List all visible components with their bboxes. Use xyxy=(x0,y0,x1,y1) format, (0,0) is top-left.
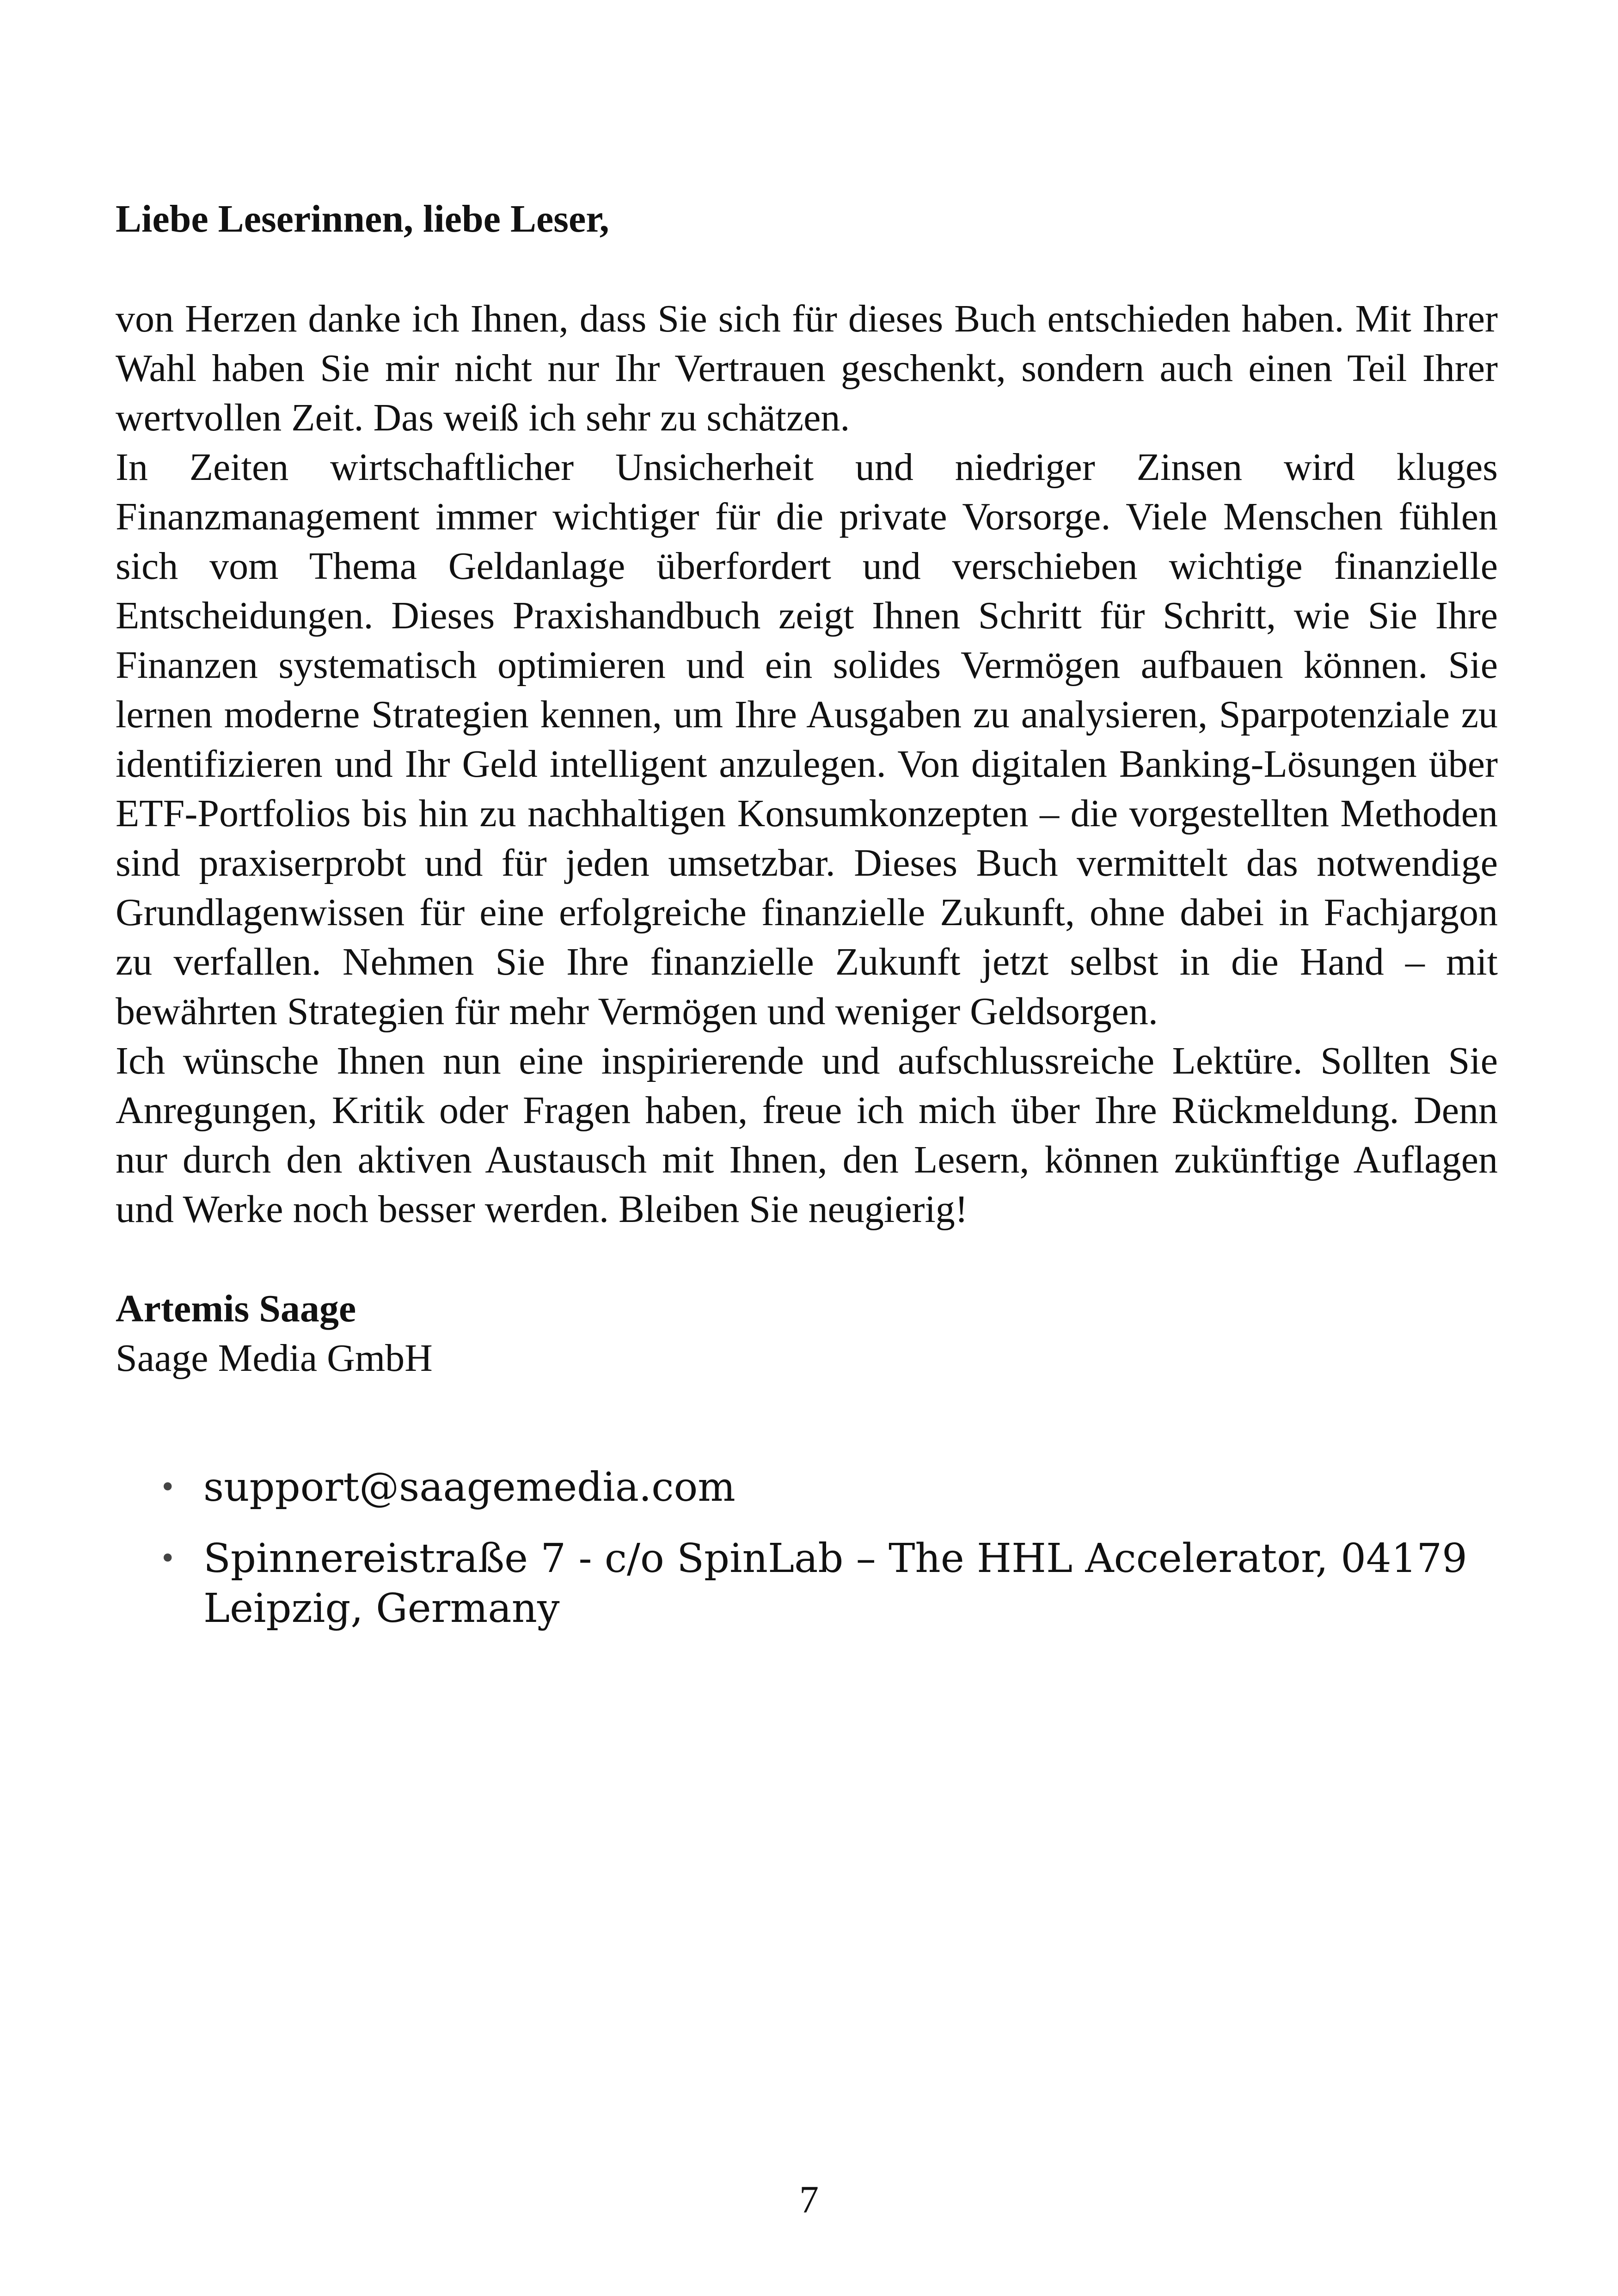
page-number: 7 xyxy=(799,2178,819,2221)
contact-email-item xyxy=(116,1462,1498,1512)
bullet-icon: • xyxy=(159,1542,176,1575)
paragraph-book-intro: In Zeiten wirtschaftlicher Unsicherheit und niedriger Zinsen wird kluges Finanzmanagement immer wichtiger für die private Vorsorge. Viele Menschen fühlen sich vom Thema Geldanlage überfordert und verschieben wichtige finanzielle Entscheidungen. Dieses Praxishandbuch zeigt Ihnen Schritt für Schritt, wie Sie Ihre Finanzen systematisch optimieren und ein solides Vermögen aufbauen können. Sie lernen moderne Strategien kennen, um Ihre Ausgaben zu analysieren, Sparpotenziale zu identifizieren und Ihr Geld intelligent anzulegen. Von digitalen Banking-Lösungen über ETF-Portfolios bis hin zu nachhaltigen Konsumkonzepten – die vorgestellten Methoden sind praxiserprobt und für jeden umsetzbar. Dieses Buch vermittelt das notwendige Grundlagenwissen für eine erfolgreiche finanzielle Zukunft, ohne dabei in Fachjargon zu verfallen. Nehmen Sie Ihre finanzielle Zukunft jetzt selbst in die Hand – mit bewährten Strategien für mehr Vermögen und weniger Geldsorgen. xyxy=(116,446,1498,1033)
author-name: Artemis Saage xyxy=(116,1287,356,1330)
bullet-icon: • xyxy=(159,1471,176,1504)
paragraph-thanks: von Herzen danke ich Ihnen, dass Sie sich für dieses Buch entschieden haben. Mit Ihrer Wahl haben Sie mir nicht nur Ihr Vertrauen geschenkt, sondern auch einen Teil Ihrer wertvollen Zeit. Das weiß ich sehr zu schätzen. xyxy=(116,297,1498,439)
contact-address-item xyxy=(116,1534,1498,1633)
contact-email-link[interactable]: support@saagemedia.com xyxy=(203,1464,735,1510)
company-name: Saage Media GmbH xyxy=(116,1337,433,1380)
signature-block xyxy=(116,1284,1498,1383)
salutation: Liebe Leserinnen, liebe Leser, xyxy=(116,197,609,240)
contact-list xyxy=(116,1462,1498,1633)
contact-address: Spinnereistraße 7 - c/o SpinLab – The HHL Accelerator, 04179 Leipzig, Germany xyxy=(203,1535,1467,1632)
paragraph-closing: Ich wünsche Ihnen nun eine inspirierende und aufschlussreiche Lektüre. Sollten Sie Anregungen, Kritik oder Fragen haben, freue ich mich über Ihre Rückmeldung. Denn nur durch den aktiven Austausch mit Ihnen, den Lesern, können zukünftige Auflagen und Werke noch besser werden. Bleiben Sie neugierig! xyxy=(116,1039,1498,1231)
letter-page xyxy=(116,194,1498,1655)
